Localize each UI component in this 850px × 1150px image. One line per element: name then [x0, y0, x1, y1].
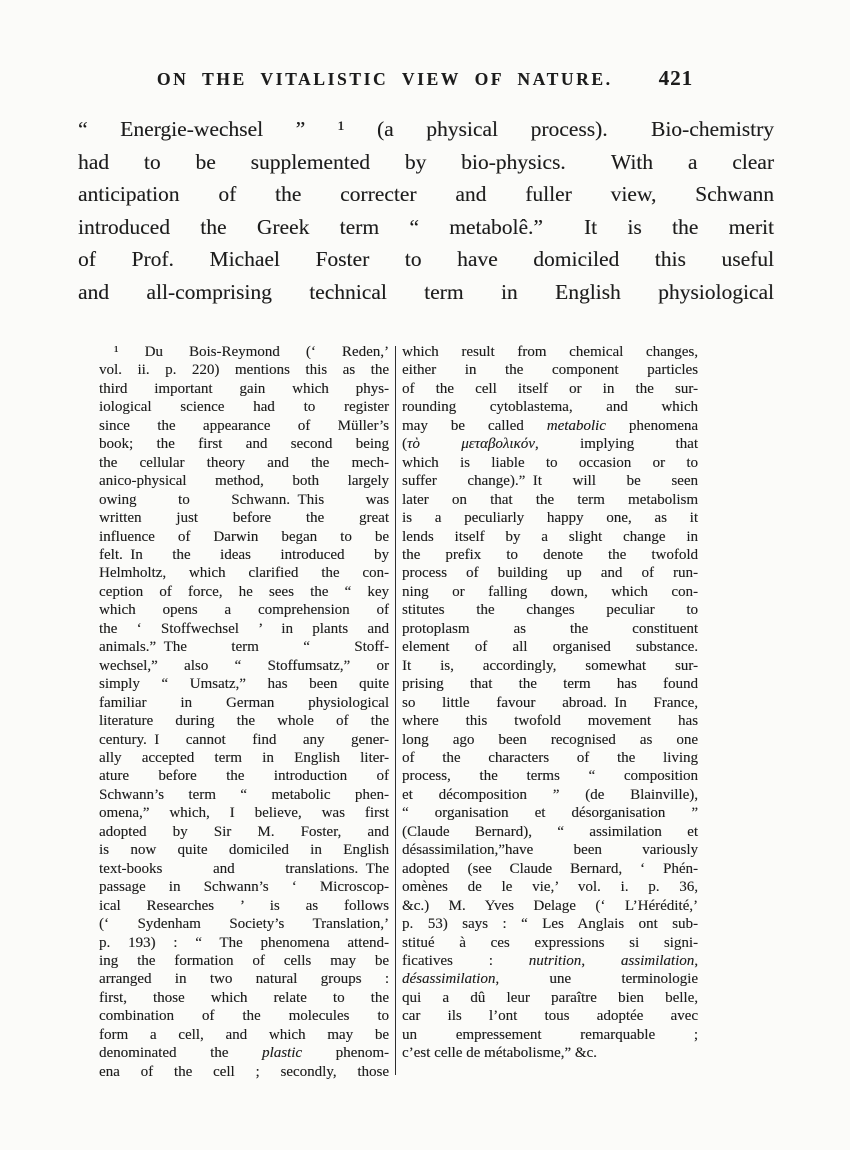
- text-line: car ils l’ont tous adoptée avec: [402, 1008, 698, 1025]
- text-line: first, those which relate to the: [99, 989, 389, 1006]
- text-line: ¹ Du Bois-Reymond (‘ Reden,’: [99, 344, 389, 360]
- text-line: ficatives : nutrition, assimilation,: [402, 952, 699, 969]
- text-line: which opens a comprehension of: [99, 602, 389, 619]
- body-paragraph: [78, 113, 774, 309]
- text-line: written just before the great: [99, 510, 389, 527]
- text-line: process of building up and of run-: [402, 565, 698, 582]
- footnote-section: [99, 343, 698, 1081]
- text-line: iological science had to register: [99, 399, 389, 416]
- text-line: protoplasm as the constituent: [402, 620, 698, 637]
- text-line: owing to Schwann. This was: [99, 491, 389, 508]
- text-line: anico-physical method, both largely: [99, 473, 389, 490]
- text-line: prising that the term has found: [402, 676, 698, 693]
- text-line: ally accepted term in English liter-: [99, 749, 389, 766]
- text-line: influence of Darwin began to be: [99, 528, 389, 545]
- text-line: un empressement remarquable ;: [402, 1026, 698, 1043]
- text-line: Helmholtz, which clarified the con-: [99, 565, 389, 582]
- text-line: ena of the cell ; secondly, those: [99, 1063, 389, 1080]
- text-line: where this twofold movement has: [402, 713, 698, 730]
- text-line: ature before the introduction of: [99, 768, 389, 785]
- text-line: book; the first and second being: [99, 436, 389, 453]
- text-line: is a peculiarly happy one, as it: [402, 510, 698, 527]
- text-line: (τὸ μεταβολικόν, implying that: [402, 436, 698, 453]
- column-divider: [395, 346, 396, 1075]
- text-line: had to be supplemented by bio-physics. With a clear: [78, 149, 774, 174]
- text-line: vol. ii. p. 220) mentions this as the: [99, 362, 389, 379]
- text-line: denominated the plastic phenom-: [99, 1045, 389, 1062]
- text-line: of the cell itself or in the sur-: [402, 380, 698, 397]
- text-line: ception of force, he sees the “ key: [99, 583, 389, 600]
- text-line: of the characters of the living: [402, 749, 698, 766]
- text-line: “ organisation et désorganisation ”: [402, 805, 698, 822]
- text-line: text-books and translations. The: [99, 860, 389, 877]
- text-line: so little favour abroad. In France,: [402, 694, 698, 711]
- text-line: introduced the Greek term “ metabolê.” It is the merit: [78, 214, 774, 239]
- text-line: c’est celle de métabolisme,” &c.: [402, 1045, 597, 1062]
- text-line: stitutes the changes peculiar to: [402, 602, 698, 619]
- text-line: since the appearance of Müller’s: [99, 417, 389, 434]
- text-line: simply “ Umsatz,” has been quite: [99, 676, 389, 693]
- text-line: adopted (see Claude Bernard, ‘ Phén-: [402, 860, 698, 877]
- text-line: ical Researches ’ is as follows: [99, 897, 389, 914]
- text-line: rounding cytoblastema, and which: [402, 399, 698, 416]
- text-line: animals.” The term “ Stoff-: [99, 639, 389, 656]
- text-line: of Prof. Michael Foster to have domiciled this useful: [78, 247, 774, 272]
- text-line: &c.) M. Yves Delage (‘ L’Hérédité,’: [402, 897, 698, 914]
- text-line: omènes de le vie,’ vol. i. p. 36,: [402, 879, 698, 896]
- text-line: qui a dû leur paraître bien belle,: [402, 989, 698, 1006]
- text-line: is now quite domiciled in English: [99, 842, 389, 859]
- text-line: long ago been recognised as one: [402, 731, 698, 748]
- text-line: which is liable to occasion or to: [402, 454, 698, 471]
- text-line: stitué à ces expressions si signi-: [402, 934, 698, 951]
- text-line: passage in Schwann’s ‘ Microscop-: [99, 879, 389, 896]
- text-line: may be called metabolic phenomena: [402, 417, 699, 434]
- text-line: literature during the whole of the: [99, 713, 389, 730]
- text-line: felt. In the ideas introduced by: [99, 546, 389, 563]
- footnote-left-column: [99, 343, 389, 1081]
- text-line: arranged in two natural groups :: [99, 971, 389, 988]
- text-line: p. 53) says : “ Les Anglais ont sub-: [402, 916, 698, 933]
- text-line: form a cell, and which may be: [99, 1026, 389, 1043]
- running-head-title: ON THE VITALISTIC VIEW OF NATURE.: [156, 69, 613, 89]
- text-line: adopted by Sir M. Foster, and: [99, 823, 389, 840]
- text-line: (‘ Sydenham Society’s Translation,’: [99, 916, 389, 933]
- text-line: p. 193) : “ The phenomena attend-: [99, 934, 389, 951]
- text-line: third important gain which phys-: [99, 380, 389, 397]
- text-line: the ‘ Stoffwechsel ’ in plants and: [99, 620, 389, 637]
- text-line: ning or falling down, which con-: [402, 583, 698, 600]
- text-line: and all-comprising technical term in English physiological: [78, 279, 774, 304]
- page-number: 421: [658, 66, 694, 90]
- text-line: either in the component particles: [402, 362, 698, 379]
- text-line: combination of the molecules to: [99, 1008, 389, 1025]
- text-line: ing the formation of cells may be: [99, 952, 389, 969]
- text-line: It is, accordingly, somewhat sur-: [402, 657, 698, 674]
- text-line: the prefix to denote the twofold: [402, 546, 698, 563]
- text-line: wechsel,” also “ Stoffumsatz,” or: [99, 657, 389, 674]
- text-line: process, the terms “ composition: [402, 768, 698, 785]
- text-line: “ Energie-wechsel ” ¹ (a physical process). Bio-chemistry: [78, 117, 774, 141]
- text-line: et décomposition ” (de Blainville),: [402, 786, 698, 803]
- footnote-right-column: [402, 343, 698, 1081]
- text-line: anticipation of the correcter and fuller view, Schwann: [78, 182, 774, 207]
- text-line: suffer change).” It will be seen: [402, 473, 698, 490]
- text-line: century. I cannot find any gener-: [99, 731, 389, 748]
- text-line: familiar in German physiological: [99, 694, 389, 711]
- text-line: lends itself by a slight change in: [402, 528, 698, 545]
- page-header: [0, 66, 850, 91]
- text-line: element of all organised substance.: [402, 639, 698, 656]
- text-line: désassimilation, une terminologie: [402, 971, 698, 988]
- text-line: the cellular theory and the mech-: [99, 454, 389, 471]
- text-line: Schwann’s term “ metabolic phen-: [99, 786, 389, 803]
- text-line: désassimilation,”have been variously: [402, 842, 698, 859]
- text-line: (Claude Bernard), “ assimilation et: [402, 823, 698, 840]
- text-line: omena,” which, I believe, was first: [99, 805, 389, 822]
- text-line: later on that the term metabolism: [402, 491, 698, 508]
- text-line: which result from chemical changes,: [402, 344, 698, 360]
